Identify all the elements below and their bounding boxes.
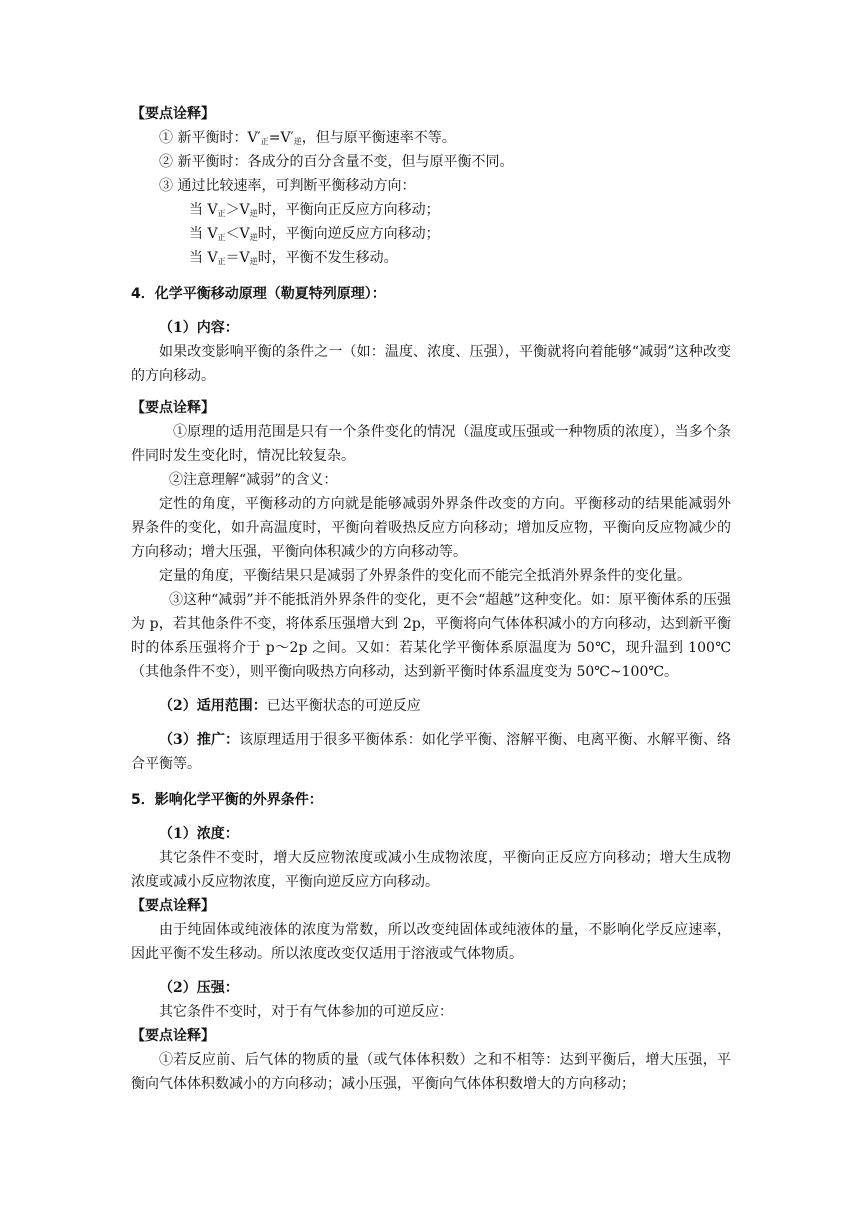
content-paragraph: 如果改变影响平衡的条件之一（如：温度、浓度、压强），平衡就将向着能够“减弱”这种改变的方向移动。 <box>131 344 731 384</box>
subsection-concentration-title: （1）浓度： <box>159 826 239 842</box>
key-points-heading: 【要点诠释】 <box>131 106 215 122</box>
key-points-heading: 【要点诠释】 <box>131 898 215 914</box>
point-2: ② 新平衡时：各成分的百分含量不变，但与原平衡不同。 <box>159 154 514 170</box>
subscript: 逆 <box>249 233 258 242</box>
note-3: ③这种“减弱”并不能抵消外界条件的变化，更不会“超越”这种变化。如：原平衡体系的压强为 p，若其他条件不变，将体系压强增大到 2p，平衡将向气体体积减小的方向移动，达到新平衡时的体系压强将介于 p～2p 之间。又如：若某化学平衡体系原温度为 50℃，现升温到 100℃（其他条件不变），则平衡向吸热方向移动，达到新平衡时体系温度变为 50℃~100℃。 <box>131 592 731 680</box>
subscript: 正 <box>217 257 226 266</box>
note-2: ②注意理解“减弱”的含义： <box>169 472 338 488</box>
document-page <box>131 102 731 1096</box>
text: ＝V <box>225 250 250 266</box>
text: ，但与原平衡速率不等。 <box>301 130 456 146</box>
pressure-paragraph: 其它条件不变时，对于有气体参加的可逆反应： <box>159 1004 453 1020</box>
key-points-heading: 【要点诠释】 <box>131 400 215 416</box>
subsection-pressure-title: （2）压强： <box>159 980 239 996</box>
subsection-scope-text: 已达平衡状态的可逆反应 <box>266 698 421 714</box>
text: 时，平衡向正反应方向移动； <box>257 202 440 218</box>
subsection-content-title: （1）内容： <box>159 320 239 336</box>
qualitative-paragraph: 定性的角度，平衡移动的方向就是能够减弱外界条件改变的方向。平衡移动的结果能减弱外界条件的变化，如升高温度时，平衡向着吸热反应方向移动；增加反应物，平衡向反应物减少的方向移动；增大压强，平衡向体积减少的方向移动等。 <box>131 496 731 560</box>
subscript: 逆 <box>249 257 258 266</box>
note-1: ①原理的适用范围是只有一个条件变化的情况（温度或压强或一种物质的浓度），当多个条件同时发生变化时，情况比较复杂。 <box>131 424 731 464</box>
text: 当 V <box>189 226 218 242</box>
text: ① 新平衡时：V′ <box>159 130 261 146</box>
subsection-extension <box>131 728 731 776</box>
subscript: 正 <box>217 233 226 242</box>
text: 时，平衡不发生移动。 <box>257 250 398 266</box>
text: 时，平衡向逆反应方向移动； <box>257 226 440 242</box>
text: ＜V <box>225 226 250 242</box>
concentration-note: 由于纯固体或纯液体的浓度为常数，所以改变纯固体或纯液体的量，不影响化学反应速率，因此平衡不发生移动。所以浓度改变仅适用于溶液或气体物质。 <box>131 922 731 962</box>
quantitative-paragraph: 定量的角度，平衡结果只是减弱了外界条件的变化而不能完全抵消外界条件的变化量。 <box>159 568 691 584</box>
case-equal <box>131 246 731 270</box>
subsection-extension-text: 该原理适用于很多平衡体系：如化学平衡、溶解平衡、电离平衡、水解平衡、络合平衡等。 <box>131 732 732 772</box>
pressure-note-1: ①若反应前、后气体的物质的量（或气体体积数）之和不相等：达到平衡后，增大压强，平衡向气体体积数减小的方向移动；减小压强，平衡向气体体积数增大的方向移动； <box>131 1052 731 1092</box>
subscript: 逆 <box>293 137 302 146</box>
subscript: 正 <box>260 137 269 146</box>
subsection-scope <box>131 694 731 718</box>
case-reverse <box>131 222 731 246</box>
concentration-paragraph: 其它条件不变时，增大反应物浓度或减小生成物浓度，平衡向正反应方向移动；增大生成物浓度或减小反应物浓度，平衡向逆反应方向移动。 <box>131 850 731 890</box>
text: ＞V <box>225 202 250 218</box>
section-4-title: 4．化学平衡移动原理（勒夏特列原理）： <box>131 286 386 302</box>
text: 当 V <box>189 202 218 218</box>
text: =V′ <box>268 130 294 146</box>
key-points-heading: 【要点诠释】 <box>131 1028 215 1044</box>
subscript: 正 <box>217 209 226 218</box>
subscript: 逆 <box>249 209 258 218</box>
point-3: ③ 通过比较速率，可判断平衡移动方向： <box>159 178 416 194</box>
subsection-scope-title: （2）适用范围： <box>159 698 267 714</box>
point-1 <box>131 126 731 150</box>
case-forward <box>131 198 731 222</box>
section-5-title: 5．影响化学平衡的外界条件： <box>131 792 323 808</box>
text: 当 V <box>189 250 218 266</box>
subsection-extension-title: （3）推广： <box>159 732 240 748</box>
